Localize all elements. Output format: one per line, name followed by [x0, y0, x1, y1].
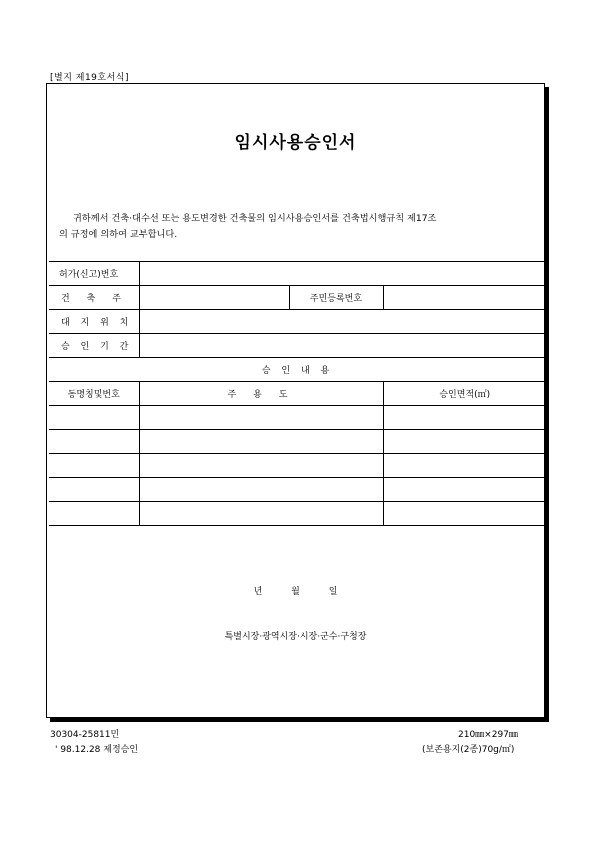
- resident-number-field[interactable]: [383, 286, 546, 310]
- paper-size: 210㎜×297㎜: [458, 730, 518, 740]
- main-use-cell[interactable]: [139, 478, 383, 502]
- site-row: [49, 310, 546, 334]
- issuing-authority: 특별시장·광역시장·시장·군수·구청장: [224, 632, 367, 642]
- owner-row: [49, 286, 546, 310]
- building-name-cell[interactable]: [49, 430, 139, 454]
- owner-label: 건 축 주: [49, 286, 139, 310]
- approval-columns-row: [49, 382, 546, 406]
- main-use-cell[interactable]: [139, 430, 383, 454]
- form-frame: [46, 83, 545, 718]
- issue-date-line: [47, 584, 544, 597]
- column-header-approved-area: 승인면적(㎡): [383, 382, 546, 406]
- column-header-building-name: 동명칭및번호: [49, 382, 139, 406]
- owner-field[interactable]: [139, 286, 289, 310]
- approved-area-cell[interactable]: [383, 406, 546, 430]
- document-title: 임시사용승인서: [234, 133, 357, 153]
- approval-section-row: [49, 358, 546, 382]
- date-month-label: 월: [291, 587, 300, 597]
- main-use-cell[interactable]: [139, 406, 383, 430]
- date-year-label: 년: [253, 587, 263, 597]
- table-row: [49, 406, 546, 430]
- approved-area-cell[interactable]: [383, 430, 546, 454]
- table-row: [49, 430, 546, 454]
- permit-number-field[interactable]: [139, 262, 546, 286]
- form-approval-date: ' 98.12.28 제정승인: [55, 745, 139, 755]
- approval-period-label: 승 인 기 간: [49, 334, 139, 358]
- intro-paragraph: [59, 211, 543, 243]
- table-row: [49, 454, 546, 478]
- permit-number-label: 허가(신고)번호: [49, 262, 139, 286]
- table-row: [49, 478, 546, 502]
- form-code: 30304-25811민: [50, 730, 120, 740]
- approved-area-cell[interactable]: [383, 502, 546, 526]
- building-name-cell[interactable]: [49, 454, 139, 478]
- site-location-field[interactable]: [139, 310, 546, 334]
- approval-period-field[interactable]: [139, 334, 546, 358]
- intro-line-1: 귀하께서 건축·대수선 또는 용도변경한 건축물의 임시사용승인서를 건축법시행규칙 제17조: [73, 213, 437, 224]
- resident-number-label: 주민등록번호: [289, 286, 383, 310]
- site-location-label: 대 지 위 치: [49, 310, 139, 334]
- building-name-cell[interactable]: [49, 478, 139, 502]
- building-name-cell[interactable]: [49, 406, 139, 430]
- approval-section-header: 승 인 내 용: [49, 358, 546, 382]
- form-number-label: [별지 제19호서식]: [50, 73, 129, 83]
- building-name-cell[interactable]: [49, 502, 139, 526]
- period-row: [49, 334, 546, 358]
- form-table: [49, 261, 546, 526]
- date-day-label: 일: [328, 587, 338, 597]
- approved-area-cell[interactable]: [383, 454, 546, 478]
- intro-line-2: 의 규정에 의하여 교부합니다.: [59, 229, 178, 240]
- table-row: [49, 502, 546, 526]
- permit-number-row: [49, 262, 546, 286]
- main-use-cell[interactable]: [139, 454, 383, 478]
- paper-type: (보존용지(2종)70g/㎡): [422, 745, 515, 755]
- approved-area-cell[interactable]: [383, 478, 546, 502]
- main-use-cell[interactable]: [139, 502, 383, 526]
- column-header-main-use: 주 용 도: [139, 382, 383, 406]
